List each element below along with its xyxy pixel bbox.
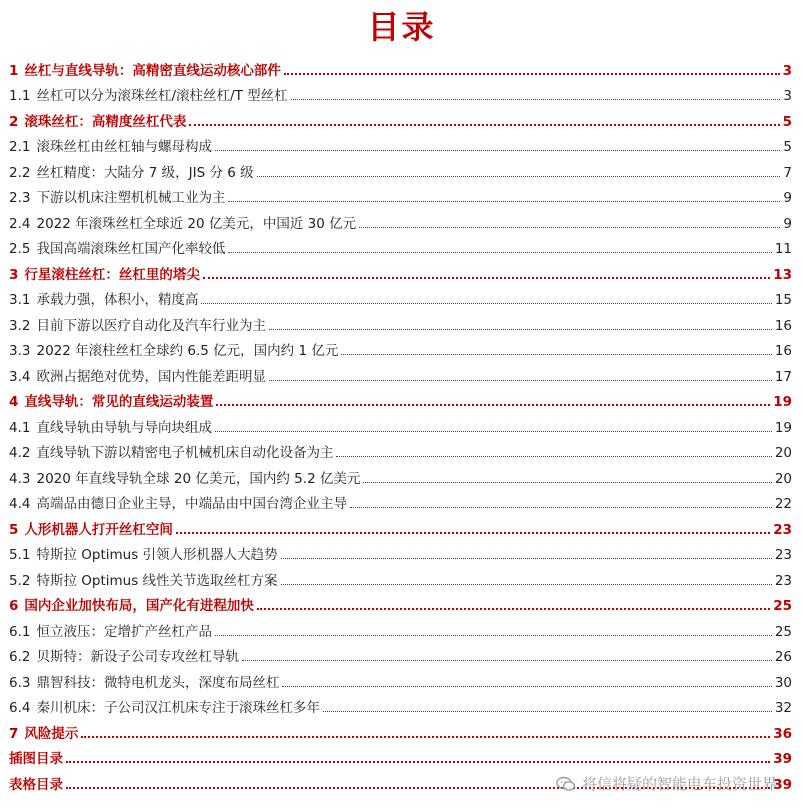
toc-entry[interactable] bbox=[9, 719, 792, 745]
toc-entry-label bbox=[9, 84, 288, 107]
toc-entry-page: 26 bbox=[774, 649, 792, 665]
toc-entry-page: 22 bbox=[774, 496, 792, 512]
toc-dot-leader bbox=[228, 201, 780, 202]
toc-dot-leader bbox=[281, 558, 772, 559]
toc-entry-label bbox=[9, 467, 360, 490]
toc-entry-number: 2.3 bbox=[9, 190, 31, 206]
toc-dot-leader bbox=[291, 99, 781, 100]
toc-entry-label bbox=[9, 773, 63, 796]
toc-entry-label bbox=[9, 390, 213, 413]
toc-entry-number: 4.2 bbox=[9, 445, 31, 461]
toc-entry-page: 30 bbox=[774, 674, 792, 691]
toc-entry-text: 直线导轨下游以精密电子机械机床自动化设备为主 bbox=[36, 445, 334, 461]
toc-entry-page: 5 bbox=[782, 113, 792, 130]
toc-dot-leader bbox=[203, 277, 770, 279]
watermark bbox=[556, 773, 777, 794]
toc-entry[interactable] bbox=[9, 362, 792, 388]
toc-entry-label bbox=[9, 161, 254, 184]
toc-entry-text: 丝杠可以分为滚珠丝杠/滚柱丝杠/T 型丝杠 bbox=[36, 88, 288, 104]
toc-entry-number: 4.4 bbox=[9, 496, 31, 512]
toc-entry-label bbox=[9, 696, 320, 719]
toc-entry-label bbox=[9, 416, 212, 439]
toc-entry-number: 1.1 bbox=[9, 88, 31, 104]
toc-dot-leader bbox=[228, 252, 771, 253]
toc-entry-page: 25 bbox=[774, 623, 792, 640]
toc-dot-leader bbox=[269, 380, 772, 381]
toc-entry[interactable] bbox=[9, 413, 792, 439]
toc-entry[interactable] bbox=[9, 388, 792, 414]
toc-dot-leader bbox=[215, 431, 772, 432]
toc-dot-leader bbox=[282, 686, 771, 687]
toc-dot-leader bbox=[201, 303, 771, 304]
toc-entry-number: 3.4 bbox=[9, 368, 31, 385]
toc-entry-label bbox=[9, 722, 78, 745]
toc-entry-number: 6.3 bbox=[9, 674, 31, 691]
toc-entry-page: 36 bbox=[773, 725, 792, 742]
toc-entry[interactable] bbox=[9, 56, 792, 82]
toc-dot-leader bbox=[350, 507, 772, 508]
toc-entry-page: 23 bbox=[774, 572, 792, 589]
toc-entry-number: 6.2 bbox=[9, 649, 31, 665]
toc-entry-number: 1 bbox=[9, 62, 19, 79]
toc-entry[interactable] bbox=[9, 490, 792, 516]
toc-entry-text: 行星滚柱丝杠：丝杠里的塔尖 bbox=[24, 266, 200, 283]
toc-entry[interactable] bbox=[9, 260, 792, 286]
toc-entry-page: 3 bbox=[782, 62, 792, 79]
toc-entry[interactable] bbox=[9, 643, 792, 669]
toc-dot-leader bbox=[281, 584, 772, 585]
toc-entry-number: 6.4 bbox=[9, 700, 31, 716]
toc-dot-leader bbox=[81, 736, 770, 738]
toc-entry-label bbox=[9, 441, 333, 464]
toc-entry-label bbox=[9, 212, 356, 235]
toc-entry[interactable] bbox=[9, 286, 792, 312]
toc-entry-number: 5.1 bbox=[9, 547, 31, 563]
toc-entry-label bbox=[9, 110, 186, 133]
toc-dot-leader bbox=[359, 227, 780, 228]
toc-entry[interactable] bbox=[9, 515, 792, 541]
toc-dot-leader bbox=[66, 761, 770, 763]
toc-entry-text: 滚珠丝杠：高精度丝杠代表 bbox=[24, 113, 187, 130]
toc-entry-label bbox=[9, 594, 254, 617]
toc-dot-leader bbox=[257, 608, 770, 610]
toc-entry-page: 39 bbox=[773, 751, 792, 767]
toc-entry-number: 2 bbox=[9, 113, 19, 130]
toc-entry-text: 滚珠丝杠由丝杠轴与螺母构成 bbox=[36, 139, 212, 155]
toc-entry[interactable] bbox=[9, 311, 792, 337]
toc-entry-page: 23 bbox=[773, 521, 792, 538]
toc-entry-page: 16 bbox=[774, 343, 792, 359]
toc-entry-page: 13 bbox=[773, 266, 792, 283]
toc-entry-text: 特斯拉 Optimus 线性关节选取丝杠方案 bbox=[36, 572, 278, 589]
toc-entry-label bbox=[9, 339, 338, 362]
toc-entry-page: 25 bbox=[773, 598, 792, 614]
toc-entry[interactable] bbox=[9, 745, 792, 771]
toc-entry-text: 2022 年滚柱丝杠全球约 6.5 亿元，国内约 1 亿元 bbox=[36, 343, 339, 359]
toc-entry-label bbox=[9, 492, 347, 515]
toc-dot-leader bbox=[242, 660, 772, 661]
toc-entry-page: 3 bbox=[783, 88, 792, 104]
toc-entry-text: 人形机器人打开丝杠空间 bbox=[24, 521, 173, 538]
toc-entry-number: 3.2 bbox=[9, 317, 31, 334]
toc-entry-label bbox=[9, 186, 225, 209]
toc-entry-number: 3 bbox=[9, 266, 19, 283]
toc-entry-label bbox=[9, 671, 279, 694]
toc-entry[interactable] bbox=[9, 566, 792, 592]
toc-entry-number: 4.1 bbox=[9, 419, 31, 436]
toc-entry-label bbox=[9, 365, 266, 388]
toc-entry-text: 目前下游以医疗自动化及汽车行业为主 bbox=[36, 317, 266, 334]
toc-entry-text: 承载力强，体积小，精度高 bbox=[36, 292, 199, 308]
toc-entry-text: 丝杠与直线导轨：高精密直线运动核心部件 bbox=[24, 62, 281, 79]
toc-entry-number: 6 bbox=[9, 598, 19, 614]
toc-dot-leader bbox=[341, 354, 771, 355]
toc-entry-number: 7 bbox=[9, 725, 19, 742]
toc-entry-label bbox=[9, 263, 200, 286]
toc-entry[interactable] bbox=[9, 668, 792, 694]
toc-entry-text: 欧洲占据绝对优势，国内性能差距明显 bbox=[36, 368, 266, 385]
toc-entry-page: 39 bbox=[773, 776, 792, 793]
toc-entry-label bbox=[9, 543, 278, 566]
toc-entry[interactable] bbox=[9, 337, 792, 363]
toc-entry-text: 直线导轨由导轨与导向块组成 bbox=[36, 419, 212, 436]
toc-entry-page: 7 bbox=[783, 164, 792, 181]
toc-entry-label bbox=[9, 569, 278, 592]
toc-dot-leader bbox=[215, 635, 772, 636]
toc-entry-page: 17 bbox=[774, 368, 792, 385]
toc-entry[interactable] bbox=[9, 235, 792, 261]
toc-entry-text: 高端品由德日企业主导，中端品由中国台湾企业主导 bbox=[36, 496, 347, 512]
toc-dot-leader bbox=[189, 124, 779, 126]
page-title: 目录 bbox=[367, 8, 436, 46]
toc-entry-number: 2.4 bbox=[9, 215, 31, 232]
toc-dot-leader bbox=[257, 176, 781, 177]
toc-entry-label bbox=[9, 518, 173, 541]
toc-entry-page: 5 bbox=[783, 139, 792, 155]
toc-dot-leader bbox=[176, 532, 770, 534]
toc-entry-number: 4 bbox=[9, 394, 19, 410]
toc-entry-text: 特斯拉 Optimus 引领人形机器人大趋势 bbox=[36, 547, 278, 563]
toc-entry-number: 2.5 bbox=[9, 241, 31, 257]
toc-entry[interactable] bbox=[9, 107, 792, 133]
toc-entry[interactable] bbox=[9, 133, 792, 159]
toc-entry[interactable] bbox=[9, 694, 792, 720]
toc-entry-text: 鼎智科技：微特电机龙头，深度布局丝杠 bbox=[36, 674, 280, 691]
toc-entry-number: 3.3 bbox=[9, 343, 31, 359]
toc-entry-page: 9 bbox=[783, 190, 792, 206]
toc-entry-label bbox=[9, 747, 63, 770]
toc-entry-text: 我国高端滚珠丝杠国产化率较低 bbox=[36, 241, 226, 257]
toc-entry-number: 4.3 bbox=[9, 470, 31, 487]
toc-entry-page: 20 bbox=[774, 445, 792, 461]
toc-entry[interactable] bbox=[9, 617, 792, 643]
toc-dot-leader bbox=[284, 73, 780, 75]
toc-entry-number: 5 bbox=[9, 521, 19, 538]
toc-dot-leader bbox=[269, 329, 772, 330]
toc-entry-text: 表格目录 bbox=[9, 776, 63, 793]
toc-entry-text: 风险提示 bbox=[24, 725, 79, 742]
toc-entry-text: 丝杠精度：大陆分 7 级，JIS 分 6 级 bbox=[36, 164, 254, 181]
toc-entry[interactable] bbox=[9, 209, 792, 235]
toc-entry[interactable] bbox=[9, 158, 792, 184]
toc-entry-text: 插图目录 bbox=[9, 751, 63, 767]
toc-entry-page: 32 bbox=[774, 700, 792, 716]
toc-entry-label bbox=[9, 59, 281, 82]
toc-entry-number: 6.1 bbox=[9, 623, 31, 640]
toc-entry-number: 2.2 bbox=[9, 164, 31, 181]
toc-entry-text: 下游以机床注塑机机械工业为主 bbox=[36, 190, 226, 206]
toc-entry-page: 15 bbox=[774, 292, 792, 308]
toc-entry-text: 2020 年直线导轨全球 20 亿美元，国内约 5.2 亿美元 bbox=[36, 470, 361, 487]
toc-entry-label bbox=[9, 237, 225, 260]
toc-entry-page: 19 bbox=[773, 394, 792, 410]
toc-entry-page: 9 bbox=[783, 215, 792, 232]
toc-entry-label bbox=[9, 620, 212, 643]
toc-entry[interactable] bbox=[9, 439, 792, 465]
watermark-text: 将信将疑的智能电车投资世界 bbox=[581, 775, 777, 793]
toc-entry[interactable] bbox=[9, 592, 792, 618]
toc-entry[interactable] bbox=[9, 464, 792, 490]
toc-entry-page: 20 bbox=[774, 470, 792, 487]
toc-entry-text: 直线导轨：常见的直线运动装置 bbox=[24, 394, 214, 410]
table-of-contents bbox=[9, 56, 792, 796]
toc-entry-page: 16 bbox=[774, 317, 792, 334]
toc-entry-text: 恒立液压：定增扩产丝杠产品 bbox=[36, 623, 212, 640]
toc-dot-leader bbox=[363, 482, 771, 483]
toc-entry-number: 5.2 bbox=[9, 572, 31, 589]
toc-entry-text: 国内企业加快布局，国产化有进程加快 bbox=[24, 598, 254, 614]
toc-entry-label bbox=[9, 288, 198, 311]
toc-entry-text: 2022 年滚珠丝杠全球近 20 亿美元，中国近 30 亿元 bbox=[36, 215, 357, 232]
toc-dot-leader bbox=[215, 150, 780, 151]
toc-entry-text: 贝斯特：新设子公司专攻丝杠导轨 bbox=[36, 649, 239, 665]
toc-entry-number: 3.1 bbox=[9, 292, 31, 308]
toc-entry[interactable] bbox=[9, 82, 792, 108]
toc-dot-leader bbox=[323, 711, 772, 712]
toc-entry-page: 19 bbox=[774, 419, 792, 436]
toc-entry-page: 23 bbox=[774, 547, 792, 563]
toc-entry-number: 2.1 bbox=[9, 139, 31, 155]
toc-entry-label bbox=[9, 645, 239, 668]
toc-entry[interactable] bbox=[9, 184, 792, 210]
toc-dot-leader bbox=[336, 456, 771, 457]
wechat-icon bbox=[556, 776, 576, 792]
toc-entry-label bbox=[9, 135, 212, 158]
toc-entry-page: 11 bbox=[774, 241, 792, 257]
toc-dot-leader bbox=[216, 404, 770, 406]
toc-entry-text: 秦川机床：子公司汉江机床专注于滚珠丝杠多年 bbox=[36, 700, 320, 716]
toc-entry-label bbox=[9, 314, 266, 337]
toc-entry[interactable] bbox=[9, 541, 792, 567]
